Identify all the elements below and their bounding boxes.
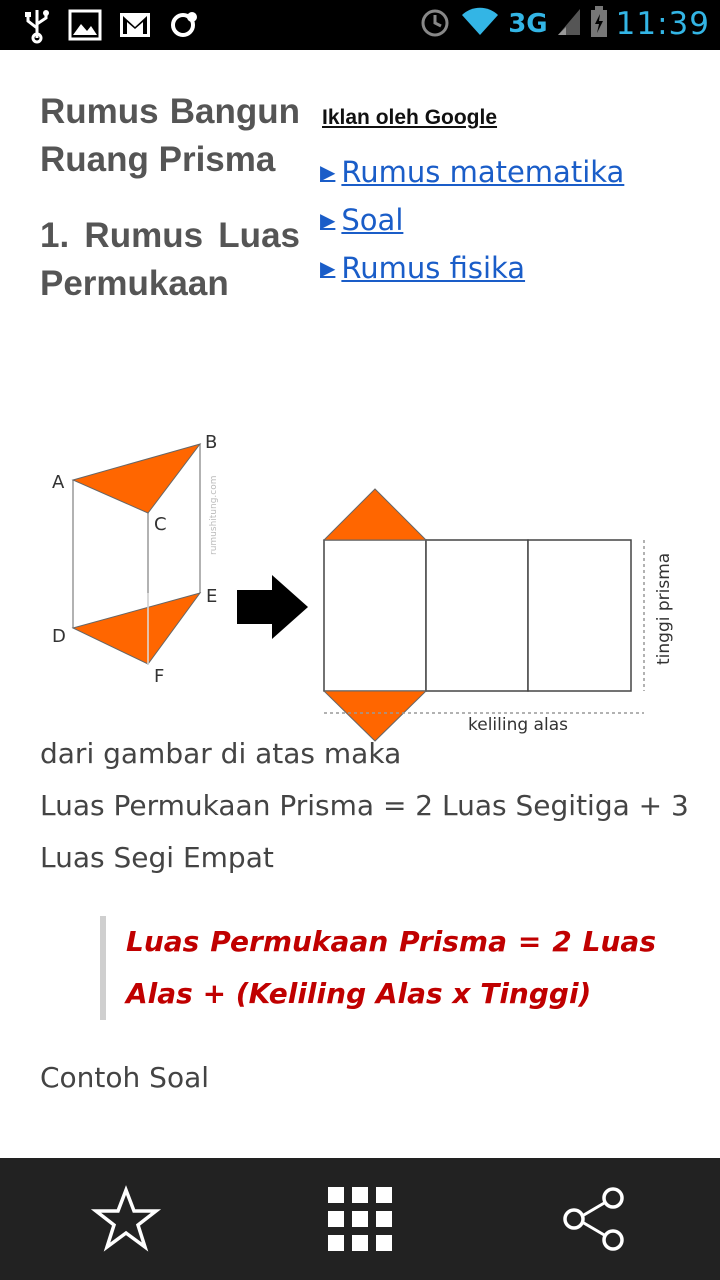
formula-quote: Luas Permukaan Prisma = 2 Luas Alas + (Keliling Alas x Tinggi) xyxy=(100,916,656,1020)
label-keliling-alas: keliling alas xyxy=(468,715,568,735)
grid-icon xyxy=(328,1187,392,1251)
share-icon xyxy=(561,1186,627,1252)
article-title: Rumus Bangun Ruang Prisma xyxy=(40,92,300,179)
favorite-button[interactable] xyxy=(46,1158,206,1280)
clock: 11:39 xyxy=(615,6,710,42)
right-arrow-icon xyxy=(237,575,308,639)
bottom-action-bar xyxy=(0,1158,720,1280)
grid-menu-button[interactable] xyxy=(280,1158,440,1280)
label-tinggi-prisma: tinggi prisma xyxy=(654,552,674,665)
play-triangle-icon: ▶ xyxy=(320,256,336,280)
battery-icon xyxy=(590,6,608,42)
paragraph: dari gambar di atas maka xyxy=(40,737,402,770)
alarm-icon xyxy=(418,5,452,43)
ad-header[interactable]: Iklan oleh Google xyxy=(322,106,498,129)
article-content[interactable] xyxy=(0,50,720,1158)
usb-icon xyxy=(22,8,52,46)
paragraph: Luas Permukaan Prisma = 2 Luas Segitiga + 3 Luas Segi Empat xyxy=(40,789,689,874)
gmail-icon xyxy=(118,11,152,43)
watermark: rumushitung.com xyxy=(209,475,219,555)
label-b: B xyxy=(205,432,218,453)
image-icon xyxy=(68,9,102,45)
ad-link-rumus-matematika[interactable]: ▶ Rumus matematika xyxy=(320,155,625,189)
label-d: D xyxy=(52,626,66,647)
ad-block xyxy=(322,106,702,292)
status-bar xyxy=(0,0,720,50)
star-icon xyxy=(93,1186,159,1252)
share-button[interactable] xyxy=(514,1158,674,1280)
section-title: 1. Rumus Luas Permukaan xyxy=(40,216,300,303)
label-f: F xyxy=(154,666,165,687)
sync-icon xyxy=(168,10,198,44)
network-type: 3G xyxy=(508,9,548,39)
label-c: C xyxy=(154,514,167,535)
signal-icon xyxy=(556,7,582,41)
contoh-soal-heading: Contoh Soal xyxy=(40,1061,210,1094)
label-a: A xyxy=(52,472,65,493)
play-triangle-icon: ▶ xyxy=(320,208,336,232)
play-triangle-icon: ▶ xyxy=(320,160,336,184)
wifi-icon xyxy=(460,7,500,41)
prism-diagram xyxy=(40,430,680,735)
ad-link-rumus-fisika[interactable]: ▶ Rumus fisika xyxy=(320,251,526,285)
label-e: E xyxy=(206,586,218,607)
ad-link-soal[interactable]: ▶ Soal xyxy=(320,203,404,237)
